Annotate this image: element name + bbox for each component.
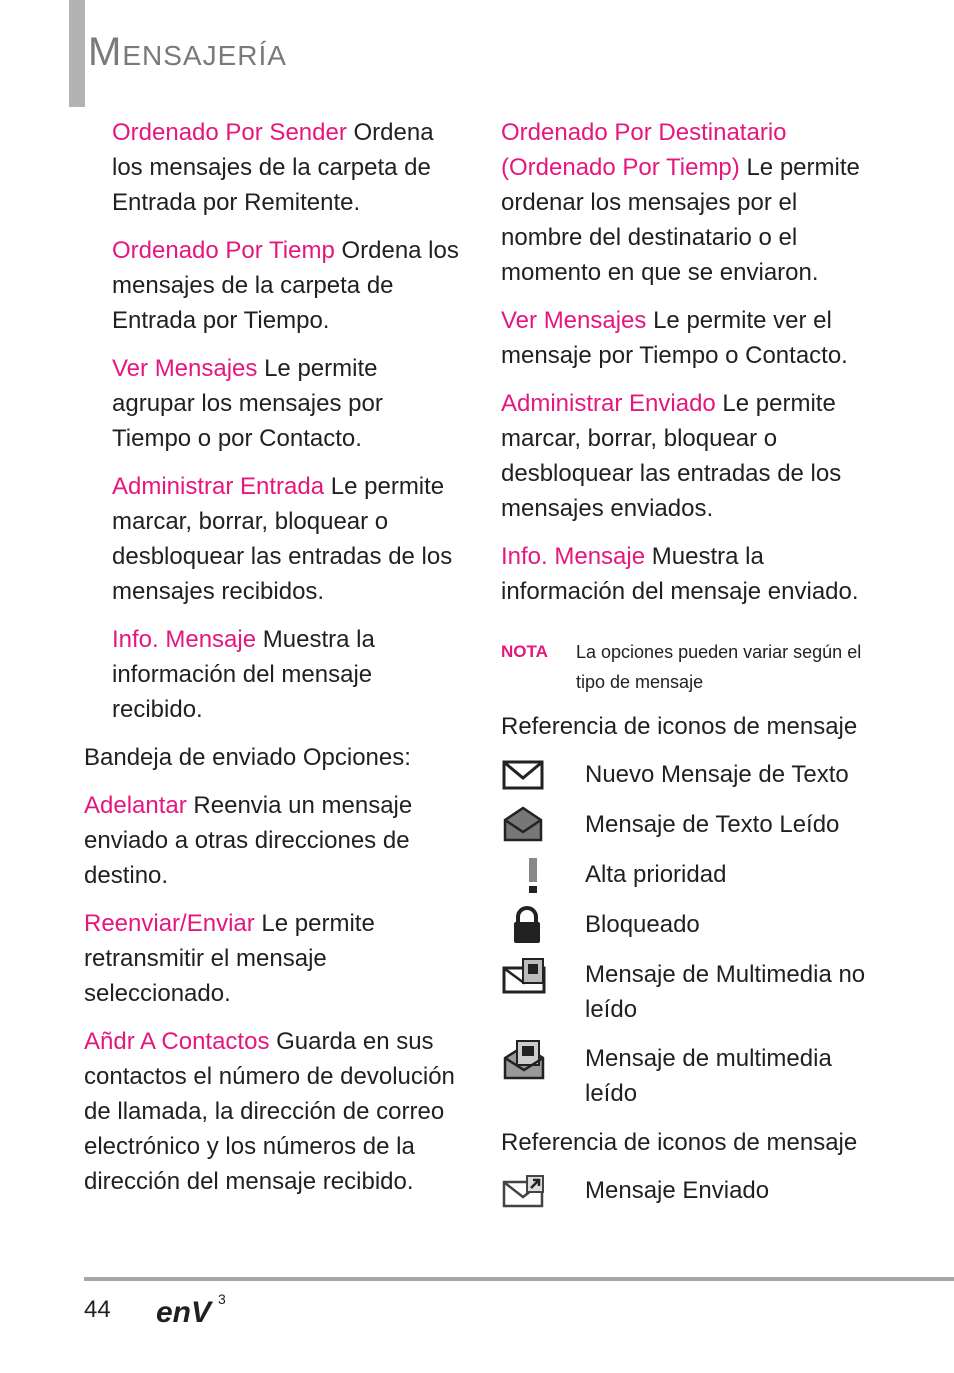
entry-text: Ordena los mensajes de la carpeta de Entrada por Remitente. xyxy=(112,119,434,216)
note-box xyxy=(501,637,881,697)
sent-box-options xyxy=(84,740,464,1212)
open-envelope-icon xyxy=(501,807,585,843)
icon-reference-row xyxy=(501,857,881,893)
entry-term: Administrar Enviado xyxy=(501,390,716,417)
envelope-icon xyxy=(501,757,585,793)
lock-icon xyxy=(501,907,585,943)
entry-ordenado-por-sender xyxy=(112,115,462,220)
entry-reenviar-enviar xyxy=(84,906,464,1011)
entry-text: Le permite ordenar los mensajes por el nombre del destinatario o el momento en que se enviaron. xyxy=(501,154,860,286)
entry-text: Reenvia un mensaje enviado a otras direcciones de destino. xyxy=(84,792,413,889)
entry-text: Muestra la información del mensaje enviado. xyxy=(501,543,859,605)
entry-administrar-entrada xyxy=(112,469,462,609)
entry-text: Ordena los mensajes de la carpeta de Entrada por Tiempo. xyxy=(112,237,459,334)
note-text: La opciones pueden variar según el tipo de mensaje xyxy=(576,642,862,692)
icon-label: Mensaje de Multimedia no leído xyxy=(585,961,866,1023)
icon-reference-row xyxy=(501,807,881,843)
logo-superscript: 3 xyxy=(218,1291,226,1307)
multimedia-envelope-icon xyxy=(501,957,585,993)
icon-reference-heading: Referencia de iconos de mensaje xyxy=(501,713,858,740)
entry-text: Le permite ver el mensaje por Tiempo o Contacto. xyxy=(501,307,848,369)
entry-term: Administrar Entrada xyxy=(112,473,325,500)
entry-text: Muestra la información del mensaje recibido. xyxy=(112,626,375,723)
entry-text: Le permite agrupar los mensajes por Tiempo o por Contacto. xyxy=(112,355,383,452)
entry-info-mensaje xyxy=(501,539,881,609)
note-label: NOTA xyxy=(501,642,548,661)
right-column xyxy=(501,115,881,1223)
entry-ver-mensajes xyxy=(501,303,881,373)
multimedia-open-envelope-icon xyxy=(501,1041,585,1077)
entry-term: Ordenado Por Tiemp xyxy=(112,237,335,264)
icon-label: Nuevo Mensaje de Texto xyxy=(585,761,849,788)
entry-term: Adelantar xyxy=(84,792,187,819)
logo-text: enV xyxy=(156,1296,212,1328)
entry-text: Le permite retransmitir el mensaje seleccionado. xyxy=(84,910,375,1007)
icon-reference-row xyxy=(501,1173,881,1209)
entry-ordenado-por-destinatario xyxy=(501,115,881,290)
entry-term: Ordenado Por Destinatario (Ordenado Por Tiemp) xyxy=(501,119,787,181)
entry-info-mensaje xyxy=(112,622,462,727)
section-heading: Bandeja de enviado Opciones: xyxy=(84,744,411,771)
exclamation-icon xyxy=(501,857,585,893)
icon-label: Mensaje Enviado xyxy=(585,1177,770,1204)
icon-label: Mensaje de multimedia leído xyxy=(585,1045,832,1107)
entry-text: Le permite marcar, borrar, bloquear o desbloquear las entradas de los mensajes enviados. xyxy=(501,390,842,522)
sent-envelope-icon xyxy=(501,1173,585,1209)
icon-reference-row xyxy=(501,957,881,1027)
entry-ordenado-por-tiemp xyxy=(112,233,462,338)
entry-anadir-a-contactos xyxy=(84,1024,464,1199)
icon-label: Bloqueado xyxy=(585,911,700,938)
entry-term: Ordenado Por Sender xyxy=(112,119,347,146)
icon-reference-row xyxy=(501,1041,881,1111)
entry-text: Le permite marcar, borrar, bloquear o desbloquear las entradas de los mensajes recibidos. xyxy=(112,473,453,605)
icon-label: Mensaje de Texto Leído xyxy=(585,811,840,838)
page-title: Mensajería xyxy=(88,30,287,74)
entry-term: Ver Mensajes xyxy=(501,307,647,334)
icon-reference-row xyxy=(501,907,881,943)
entry-adelantar xyxy=(84,788,464,893)
left-sub-entries xyxy=(112,115,462,740)
env3-logo xyxy=(156,1288,236,1333)
icon-reference-heading: Referencia de iconos de mensaje xyxy=(501,1129,858,1156)
entry-term: Info. Mensaje xyxy=(112,626,257,653)
page-number: 44 xyxy=(84,1296,111,1323)
icon-label: Alta prioridad xyxy=(585,861,727,888)
entry-term: Añdr A Contactos xyxy=(84,1028,270,1055)
entry-term: Reenviar/Enviar xyxy=(84,910,255,937)
title-side-bar xyxy=(69,0,85,107)
entry-administrar-enviado xyxy=(501,386,881,526)
icon-reference-row xyxy=(501,757,881,793)
entry-term: Info. Mensaje xyxy=(501,543,646,570)
footer-rule xyxy=(84,1277,954,1281)
entry-text: Guarda en sus contactos el número de devolución de llamada, la dirección de correo electrónico y los números de la dirección del mensaje recibido. xyxy=(84,1028,455,1195)
entry-ver-mensajes xyxy=(112,351,462,456)
entry-term: Ver Mensajes xyxy=(112,355,258,382)
